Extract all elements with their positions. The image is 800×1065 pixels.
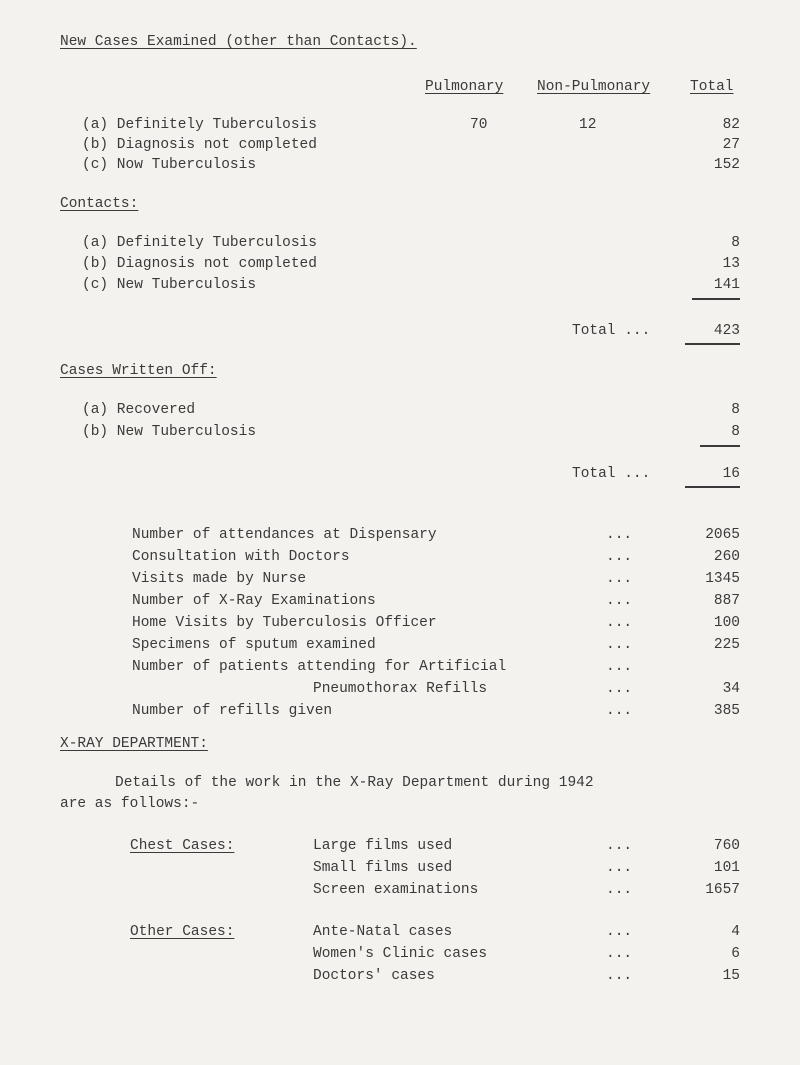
xray-intro-line1: Details of the work in the X-Ray Department during 1942 <box>115 775 594 791</box>
xray-row-label: Women's Clinic cases <box>313 946 488 962</box>
stat-dots: ... <box>606 703 633 719</box>
total-label: Total ... <box>572 323 651 339</box>
stat-dots: ... <box>606 571 633 587</box>
table-cell-total: 82 <box>722 117 740 133</box>
col-header-pulmonary: Pulmonary <box>425 79 504 95</box>
xray-row-dots: ... <box>606 946 633 962</box>
xray-row-dots: ... <box>606 968 633 984</box>
table-row-label: (a) Recovered <box>82 402 196 418</box>
table-cell-total: 8 <box>731 235 740 251</box>
total-label: Total ... <box>572 466 651 482</box>
stat-label: Number of attendances at Dispensary <box>132 527 437 543</box>
stat-label: Home Visits by Tuberculosis Officer <box>132 615 437 631</box>
stat-label: Specimens of sputum examined <box>132 637 376 653</box>
table-row-label: (a) Definitely Tuberculosis <box>82 117 317 133</box>
col-header-total: Total <box>690 79 734 95</box>
table-cell-total: 13 <box>722 256 740 272</box>
stat-dots: ... <box>606 527 633 543</box>
stat-label: Visits made by Nurse <box>132 571 307 587</box>
stat-value: 34 <box>722 681 740 697</box>
xray-row-value: 6 <box>731 946 740 962</box>
stat-label: Consultation with Doctors <box>132 549 350 565</box>
table-row-label: (a) Definitely Tuberculosis <box>82 235 317 251</box>
stat-value: 100 <box>713 615 740 631</box>
table-cell-total: 141 <box>713 277 740 293</box>
table-row-label: (c) New Tuberculosis <box>82 277 257 293</box>
table-row-label: (b) Diagnosis not completed <box>82 137 317 153</box>
xray-row-label: Ante-Natal cases <box>313 924 453 940</box>
table-cell-total: 8 <box>731 424 740 440</box>
xray-row-dots: ... <box>606 838 633 854</box>
total-value: 16 <box>722 466 740 482</box>
stat-dots: ... <box>606 615 633 631</box>
xray-row-dots: ... <box>606 924 633 940</box>
xray-row-dots: ... <box>606 882 633 898</box>
xray-heading: X-RAY DEPARTMENT: <box>60 736 208 752</box>
stat-value: 225 <box>713 637 740 653</box>
stat-value: 1345 <box>705 571 740 587</box>
table-row-label: (c) Now Tuberculosis <box>82 157 257 173</box>
table-cell-non-pulmonary: 12 <box>579 117 597 133</box>
stat-value: 385 <box>713 703 740 719</box>
total-value: 423 <box>713 323 740 339</box>
table-cell-total: 8 <box>731 402 740 418</box>
chest-cases-label: Chest Cases: <box>130 838 235 854</box>
stat-label: Number of patients attending for Artificial <box>132 659 507 675</box>
col-header-non-pulmonary: Non-Pulmonary <box>537 79 651 95</box>
stat-value: 887 <box>713 593 740 609</box>
table-cell-total: 27 <box>722 137 740 153</box>
table-cell-pulmonary: 70 <box>470 117 488 133</box>
stat-value: 2065 <box>705 527 740 543</box>
xray-row-value: 15 <box>722 968 740 984</box>
stat-label: Number of X-Ray Examinations <box>132 593 376 609</box>
other-cases-label: Other Cases: <box>130 924 235 940</box>
stat-dots: ... <box>606 637 633 653</box>
sum-rule <box>692 298 740 300</box>
table-cell-total: 152 <box>713 157 740 173</box>
contacts-heading: Contacts: <box>60 196 139 212</box>
written-off-heading: Cases Written Off: <box>60 363 217 379</box>
table-row-label: (b) Diagnosis not completed <box>82 256 317 272</box>
stat-value: 260 <box>713 549 740 565</box>
xray-row-label: Large films used <box>313 838 453 854</box>
stat-dots: ... <box>606 659 633 675</box>
table-row-label: (b) New Tuberculosis <box>82 424 257 440</box>
stat-label: Pneumothorax Refills <box>313 681 488 697</box>
stat-dots: ... <box>606 681 633 697</box>
sum-rule <box>700 445 740 447</box>
xray-row-value: 4 <box>731 924 740 940</box>
stat-dots: ... <box>606 593 633 609</box>
stat-label: Number of refills given <box>132 703 333 719</box>
stat-dots: ... <box>606 549 633 565</box>
total-rule <box>685 486 740 488</box>
xray-row-label: Doctors' cases <box>313 968 435 984</box>
xray-row-value: 1657 <box>705 882 740 898</box>
xray-row-value: 101 <box>713 860 740 876</box>
xray-intro-line2: are as follows:- <box>60 796 200 812</box>
xray-row-label: Screen examinations <box>313 882 479 898</box>
new-cases-heading: New Cases Examined (other than Contacts). <box>60 34 417 50</box>
xray-row-label: Small films used <box>313 860 453 876</box>
xray-row-dots: ... <box>606 860 633 876</box>
xray-row-value: 760 <box>713 838 740 854</box>
total-rule <box>685 343 740 345</box>
